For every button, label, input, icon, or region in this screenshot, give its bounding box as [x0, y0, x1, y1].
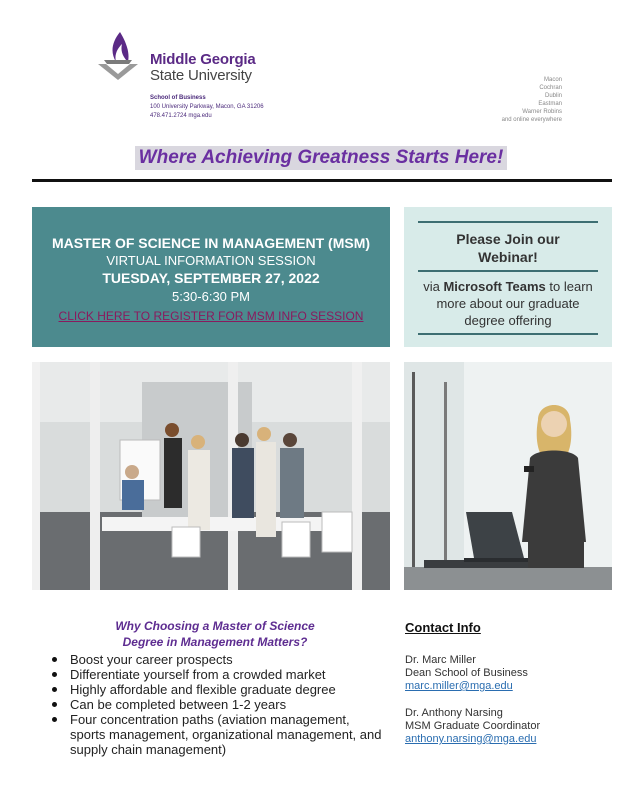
- why-section-title: [70, 618, 360, 650]
- campus-item: Cochran: [539, 85, 562, 91]
- school-address-block: [150, 94, 264, 121]
- campus-list: [502, 76, 562, 124]
- campus-item: Eastman: [538, 101, 562, 107]
- webinar-desc-line: [404, 278, 612, 295]
- campus-item: and online everywhere: [501, 117, 562, 123]
- why-title-line: Degree in Management Matters?: [122, 635, 308, 649]
- webinar-desc-suffix: to learn: [545, 279, 593, 294]
- webinar-title-line: Please Join our: [456, 231, 560, 247]
- university-name-line1: Middle Georgia: [150, 51, 256, 68]
- webinar-desc-line: more about our graduate: [436, 296, 580, 311]
- school-address: 100 University Parkway, Macon, GA 31206: [150, 104, 264, 110]
- school-contact-line: 478.471.2724 mga.edu: [150, 113, 212, 119]
- benefits-list: [52, 652, 382, 757]
- webinar-divider: [418, 270, 598, 272]
- campus-item: Macon: [543, 77, 562, 83]
- webinar-divider: [418, 221, 598, 223]
- list-item: Boost your career prospects: [52, 652, 382, 667]
- program-name: MASTER OF SCIENCE IN MANAGEMENT (MSM): [51, 235, 371, 251]
- list-item: Four concentration paths (aviation management, sports management, organizational management, and supply chain management): [52, 712, 382, 757]
- header-divider: [32, 179, 612, 182]
- businesswoman-photo: [404, 362, 612, 590]
- webinar-title: [404, 230, 612, 266]
- list-item: Differentiate yourself from a crowded market: [52, 667, 382, 682]
- meeting-room-photo: [32, 362, 390, 590]
- list-item: Highly affordable and flexible graduate degree: [52, 682, 382, 697]
- campus-item: Dublin: [544, 93, 562, 99]
- contact-email-link[interactable]: marc.miller@mga.edu: [405, 680, 513, 692]
- webinar-box: [404, 207, 612, 347]
- contact-role: MSM Graduate Coordinator: [405, 720, 541, 732]
- contact-name: Dr. Marc Miller: [405, 654, 476, 666]
- contact-person: [405, 707, 540, 746]
- university-name-line2: State University: [150, 67, 252, 84]
- contact-email-link[interactable]: anthony.narsing@mga.edu: [405, 733, 537, 745]
- contact-person: [405, 654, 528, 693]
- event-date: TUESDAY, SEPTEMBER 27, 2022: [102, 270, 320, 286]
- contact-title: Contact Info: [405, 620, 481, 635]
- tagline-wrapper: [0, 146, 642, 170]
- webinar-desc-prefix: via: [423, 279, 444, 294]
- webinar-description: [404, 278, 612, 329]
- event-time: 5:30-6:30 PM: [171, 289, 251, 304]
- why-title-line: Why Choosing a Master of Science: [115, 619, 315, 633]
- list-item: Can be completed between 1-2 years: [52, 697, 382, 712]
- webinar-divider: [418, 333, 598, 335]
- tagline: Where Achieving Greatness Starts Here!: [135, 146, 508, 170]
- university-name: [150, 52, 256, 84]
- webinar-platform: Microsoft Teams: [443, 279, 546, 294]
- contact-name: Dr. Anthony Narsing: [405, 707, 503, 719]
- university-logo-icon: [96, 30, 140, 80]
- event-type: VIRTUAL INFORMATION SESSION: [106, 253, 316, 268]
- contact-role: Dean School of Business: [405, 667, 528, 679]
- webinar-desc-line: degree offering: [464, 313, 552, 328]
- register-link[interactable]: CLICK HERE TO REGISTER FOR MSM INFO SESSION: [58, 309, 364, 323]
- school-name: School of Business: [150, 95, 206, 101]
- campus-item: Warner Robins: [522, 109, 562, 115]
- webinar-title-line: Webinar!: [478, 249, 538, 265]
- info-session-box: [32, 207, 390, 347]
